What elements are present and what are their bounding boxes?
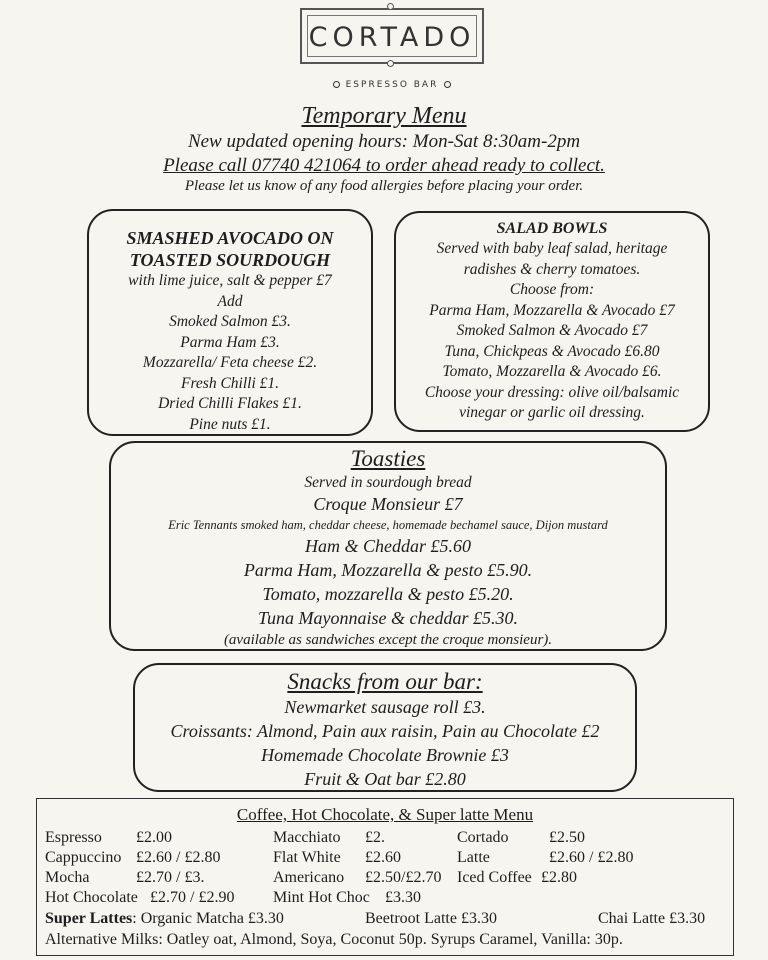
drink-price: £2.: [365, 829, 385, 846]
toastie-item: Croque Monsieur £7: [313, 494, 463, 514]
drink-price: £2.00: [136, 829, 172, 846]
salad-line: radishes & cherry tomatoes.: [463, 260, 641, 278]
salad-line: Tomato, Mozzarella & Avocado £6.: [442, 363, 662, 380]
toasties-note: (available as sandwiches except the croque monsieur).: [223, 632, 553, 648]
croque-description: Eric Tennants smoked ham, cheddar cheese, homemade bechamel sauce, Dijon mustard: [168, 518, 608, 532]
logo-ornament-bottom: [387, 60, 394, 67]
drink-name: Flat White: [273, 849, 341, 866]
allergy-note: Please let us know of any food allergies before placing your order.: [184, 178, 584, 194]
snack-item: Croissants: Almond, Pain aux raisin, Pain au Chocolate £2: [170, 721, 600, 741]
super-latte-beetroot: Beetroot Latte £3.30: [365, 910, 497, 927]
drink-name: Americano: [273, 869, 345, 886]
snack-item: Fruit & Oat bar £2.80: [304, 769, 466, 789]
drink-price: £2.50: [549, 829, 585, 846]
drink-name: Hot Chocolate: [45, 889, 138, 906]
drink-price: £2.80: [541, 869, 577, 886]
salad-line: Served with baby leaf salad, heritage: [436, 240, 668, 257]
opening-hours: New updated opening hours: Mon-Sat 8:30am-2pm: [187, 131, 581, 152]
avocado-line: Dried Chilli Flakes £1.: [158, 395, 302, 412]
drink-name: Espresso: [45, 829, 102, 846]
salad-line: vinegar or garlic oil dressing.: [459, 404, 645, 421]
avocado-line: Smoked Salmon £3.: [169, 313, 291, 330]
super-lattes-label: Super Lattes: [45, 910, 133, 927]
snack-item: Homemade Chocolate Brownie £3: [261, 745, 509, 765]
avocado-line: with lime juice, salt & pepper £7: [128, 272, 332, 289]
toasties-title: Toasties: [350, 446, 426, 471]
drink-price: £2.70 / £3.: [136, 869, 205, 886]
avocado-title-line1: SMASHED AVOCADO ON: [126, 228, 334, 248]
drink-name: Mocha: [45, 869, 90, 886]
drink-name: Latte: [457, 849, 490, 866]
avocado-line: Fresh Chilli £1.: [180, 374, 280, 392]
avocado-line: Pine nuts £1.: [189, 415, 271, 433]
drink-name: Mint Hot Choc: [273, 889, 370, 906]
salad-line: Smoked Salmon & Avocado £7: [456, 322, 648, 339]
toastie-item: Tomato, mozzarella & pesto £5.20.: [262, 584, 514, 604]
logo-tagline: ESPRESSO BAR: [300, 80, 484, 90]
salad-title: SALAD BOWLS: [496, 220, 608, 237]
drink-name: Cortado: [457, 829, 509, 846]
avocado-line: Add: [217, 292, 243, 310]
drink-name: Macchiato: [273, 829, 341, 846]
drink-price: £2.60 / £2.80: [136, 849, 221, 866]
snacks-section: [133, 663, 637, 792]
avocado-line: Parma Ham £3.: [180, 333, 280, 351]
super-latte-matcha: : Organic Matcha £3.30: [132, 910, 284, 927]
toasties-served: Served in sourdough bread: [304, 474, 472, 491]
drink-price: £2.60 / £2.80: [549, 849, 634, 866]
drink-price: £3.30: [385, 889, 421, 906]
order-ahead-note: Please call 07740 421064 to order ahead ready to collect.: [163, 155, 605, 176]
salad-line: Tuna, Chickpeas & Avocado £6.80: [444, 342, 660, 360]
coffee-menu-section: [36, 798, 734, 956]
avocado-section: [87, 209, 373, 436]
toastie-item: Ham & Cheddar £5.60: [305, 536, 471, 556]
drink-name: Cappuccino: [45, 849, 122, 866]
drink-price: £2.70 / £2.90: [150, 889, 235, 906]
snacks-title: Snacks from our bar:: [287, 669, 483, 694]
salad-line: Choose your dressing: olive oil/balsamic: [424, 383, 680, 401]
toastie-item: Parma Ham, Mozzarella & pesto £5.90.: [243, 560, 533, 580]
menu-title: Temporary Menu: [301, 103, 467, 129]
snack-item: Newmarket sausage roll £3.: [284, 697, 486, 717]
super-lattes-row: [45, 910, 284, 928]
drink-price: £2.60: [365, 849, 401, 866]
logo-frame: [300, 8, 484, 64]
salad-line: Choose from:: [509, 281, 595, 298]
toastie-item: Tuna Mayonnaise & cheddar £5.30.: [258, 608, 518, 628]
salad-bowls-section: [394, 211, 710, 432]
avocado-line: Mozzarella/ Feta cheese £2.: [142, 354, 318, 371]
coffee-menu-title: Coffee, Hot Chocolate, & Super latte Menu: [236, 805, 534, 824]
drink-name: Iced Coffee: [457, 869, 532, 886]
toasties-section: [109, 441, 667, 651]
alternative-milks-note: Alternative Milks: Oatley oat, Almond, Soya, Coconut 50p. Syrups Caramel, Vanilla: 30p.: [45, 931, 623, 948]
logo-name: CORTADO: [308, 22, 476, 53]
super-latte-chai: Chai Latte £3.30: [598, 910, 706, 927]
avocado-title-line2: TOASTED SOURDOUGH: [129, 250, 331, 270]
drink-price: £2.50/£2.70: [365, 869, 442, 886]
logo-ornament-top: [387, 3, 394, 10]
salad-line: Parma Ham, Mozzarella & Avocado £7: [429, 301, 675, 319]
